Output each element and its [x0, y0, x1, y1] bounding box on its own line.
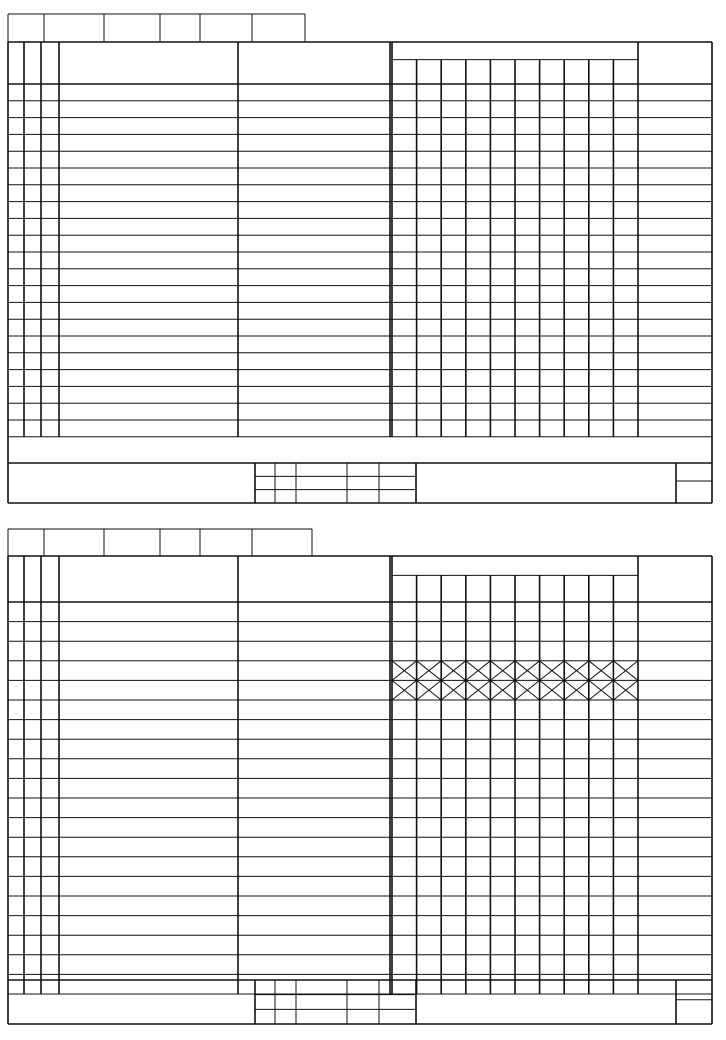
spec-table: [8, 556, 712, 1024]
top-label-strip: [8, 14, 305, 42]
sheet-4: [8, 529, 712, 1024]
title-block: [8, 980, 712, 1024]
spec-table: [8, 42, 712, 503]
sheet-3: [8, 14, 712, 503]
top-label-strip: [8, 529, 312, 556]
title-block: [8, 463, 712, 503]
